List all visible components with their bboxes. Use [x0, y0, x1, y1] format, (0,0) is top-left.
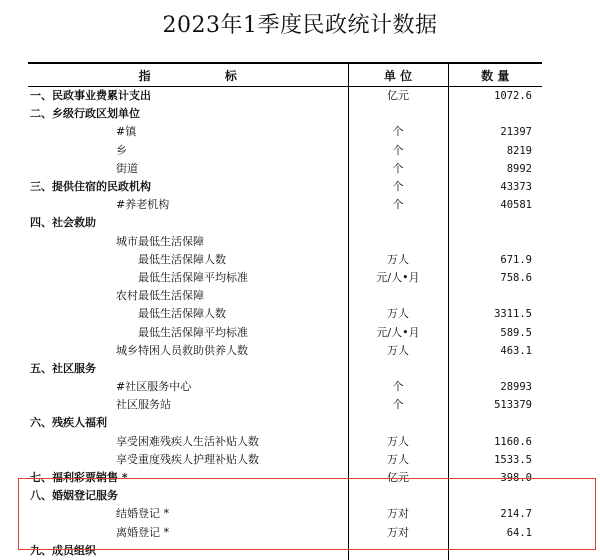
- row-value: 21397: [448, 123, 542, 141]
- row-value: 1072.6: [448, 87, 542, 106]
- row-indicator: 城市最低生活保障: [116, 234, 204, 248]
- row-unit: 万人: [348, 251, 448, 269]
- row-value: 589.5: [448, 323, 542, 341]
- header-indicator: [28, 63, 348, 87]
- row-value: [448, 105, 542, 123]
- row-indicator: 八、婚姻登记服务: [30, 489, 118, 503]
- table-row: [28, 142, 542, 160]
- table-row: [28, 451, 542, 469]
- row-indicator: 九、成员组织: [30, 543, 96, 557]
- table-row: [28, 160, 542, 178]
- highlight-box: [18, 478, 596, 550]
- row-unit: 个: [348, 160, 448, 178]
- row-value: 1160.6: [448, 433, 542, 451]
- table-row: [28, 378, 542, 396]
- table-row: [28, 196, 542, 214]
- row-indicator: 街道: [116, 161, 138, 175]
- table-row: [28, 87, 542, 106]
- table-row: [28, 251, 542, 269]
- row-unit: [348, 360, 448, 378]
- header-unit: 单 位: [348, 63, 448, 87]
- row-value: 64.1: [448, 524, 542, 542]
- row-unit: [348, 287, 448, 305]
- row-unit: [348, 105, 448, 123]
- row-value: 758.6: [448, 269, 542, 287]
- row-unit: 个: [348, 178, 448, 196]
- row-value: 1533.5: [448, 451, 542, 469]
- table-row: [28, 342, 542, 360]
- table-row: [28, 323, 542, 341]
- row-value: 28993: [448, 378, 542, 396]
- row-unit: 个: [348, 378, 448, 396]
- header-value: 数 量: [448, 63, 542, 87]
- row-unit: 亿元: [348, 87, 448, 106]
- row-indicator: #镇: [116, 125, 137, 139]
- row-indicator: 六、残疾人福利: [30, 416, 107, 430]
- table-header-row: [28, 63, 542, 87]
- row-indicator: 结婚登记 *: [116, 507, 169, 521]
- row-value: [448, 414, 542, 432]
- table-row: [28, 287, 542, 305]
- row-value: [448, 360, 542, 378]
- row-value: 40581: [448, 196, 542, 214]
- row-unit: [348, 414, 448, 432]
- table-row: [28, 360, 542, 378]
- row-value: [448, 287, 542, 305]
- row-unit: 万对: [348, 505, 448, 523]
- row-value: [448, 214, 542, 232]
- row-unit: 亿元: [348, 469, 448, 487]
- row-unit: 个: [348, 123, 448, 141]
- row-indicator: 最低生活保障平均标准: [138, 270, 248, 284]
- row-indicator: 四、社会救助: [30, 216, 96, 230]
- row-unit: 万人: [348, 342, 448, 360]
- row-unit: [348, 214, 448, 232]
- row-unit: 个: [348, 396, 448, 414]
- row-indicator: 乡: [116, 143, 127, 157]
- row-indicator: 农村最低生活保障: [116, 289, 204, 303]
- row-value: 43373: [448, 178, 542, 196]
- row-indicator: 享受困难残疾人生活补贴人数: [116, 434, 259, 448]
- row-value: 214.7: [448, 505, 542, 523]
- row-indicator: 享受重度残疾人护理补贴人数: [116, 452, 259, 466]
- row-indicator: #养老机构: [116, 198, 170, 212]
- row-unit: 万对: [348, 524, 448, 542]
- table-row: [28, 178, 542, 196]
- row-unit: [348, 233, 448, 251]
- row-unit: 万人: [348, 451, 448, 469]
- table-row: [28, 233, 542, 251]
- row-value: 398.0: [448, 469, 542, 487]
- row-indicator: 社区服务站: [116, 398, 171, 412]
- row-unit: 万人: [348, 305, 448, 323]
- page-title: 2023年1季度民政统计数据: [162, 13, 438, 38]
- row-value: 8992: [448, 160, 542, 178]
- table-row: [28, 123, 542, 141]
- table-row: [28, 414, 542, 432]
- row-value: 671.9: [448, 251, 542, 269]
- row-indicator: 三、提供住宿的民政机构: [30, 180, 151, 194]
- table-row: [28, 269, 542, 287]
- row-unit: 个: [348, 142, 448, 160]
- row-indicator: 七、福利彩票销售 *: [30, 471, 128, 485]
- row-value: 8219: [448, 142, 542, 160]
- row-value: [448, 233, 542, 251]
- table-row: [28, 105, 542, 123]
- row-indicator: 城乡特困人员救助供养人数: [116, 343, 248, 357]
- row-value: 463.1: [448, 342, 542, 360]
- row-indicator: 一、民政事业费累计支出: [30, 89, 151, 103]
- row-indicator: 最低生活保障人数: [138, 307, 226, 321]
- table-row: [28, 396, 542, 414]
- table-row: [28, 214, 542, 232]
- row-unit: 元/人•月: [348, 323, 448, 341]
- table-row: [28, 433, 542, 451]
- header-indicator-a: 指: [138, 68, 151, 83]
- row-indicator: 最低生活保障人数: [138, 252, 226, 266]
- row-indicator: 五、社区服务: [30, 361, 96, 375]
- row-value: 513379: [448, 396, 542, 414]
- row-indicator: 离婚登记 *: [116, 525, 169, 539]
- row-indicator: #社区服务中心: [116, 380, 192, 394]
- row-value: 3311.5: [448, 305, 542, 323]
- row-unit: 元/人•月: [348, 269, 448, 287]
- row-indicator: 二、乡级行政区划单位: [30, 107, 140, 121]
- table-row: [28, 305, 542, 323]
- row-unit: 个: [348, 196, 448, 214]
- header-indicator-b: 标: [224, 68, 237, 83]
- row-indicator: 最低生活保障平均标准: [138, 325, 248, 339]
- row-unit: 万人: [348, 433, 448, 451]
